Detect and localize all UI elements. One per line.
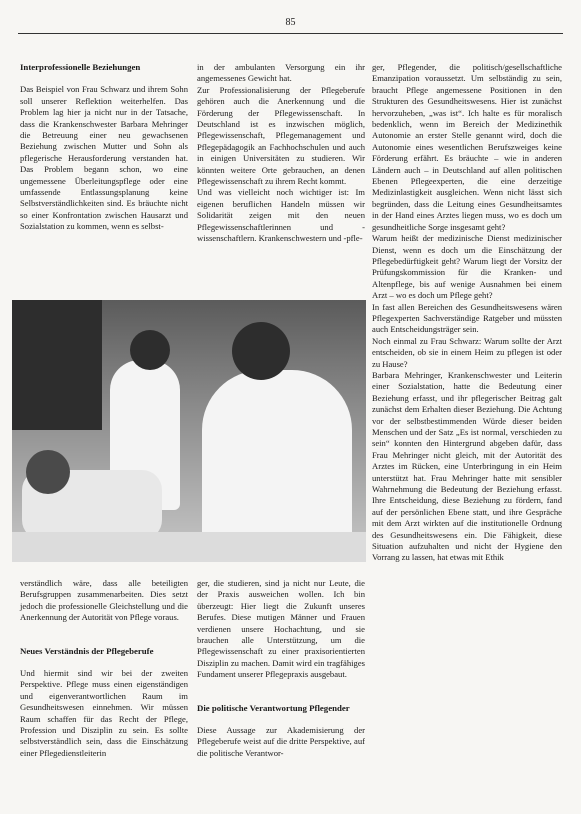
column-1-bottom <box>20 578 188 759</box>
paragraph: Noch einmal zu Frau Schwarz: Warum sollte der Arzt entscheiden, ob sie in einem Heim zu pflegen ist oder zu Hause? <box>372 335 562 369</box>
paragraph: Und was vielleicht noch wichtiger ist: Im eigenen beruflichen Handeln müssen wir Solidarität zeigen mit den neuen Pflegewissenschaftlerinnen und -wissenschaftlern. Krankenschwestern und -pfle- <box>197 187 365 244</box>
section-heading: Neues Verständnis der Pflegeberufe <box>20 645 154 656</box>
header-rule <box>18 33 563 34</box>
section-heading: Die politische Verantwortung Pflegender <box>197 702 350 713</box>
column-1-top <box>20 62 188 233</box>
paragraph: In fast allen Bereichen des Gesundheitswesens wären Pflegexperten Sachverständige Ratgeber und müssten auch Entscheidungsträger sein. <box>372 301 562 335</box>
section-heading: Interprofessionelle Beziehungen <box>20 62 141 72</box>
column-2-top <box>197 62 365 245</box>
page-number: 85 <box>285 17 296 28</box>
paragraph: Das Beispiel von Frau Schwarz und ihrem Sohn soll unserer Reflektion weiterhelfen. Das Problem lag hier ja nicht nur in der Tatsache, dass die Krankenschwester Barbara Mehringer die Betreuung einer neu gewachsenen Beziehung zwischen Mutter und Sohn als pflegerische Herausforderung verstanden hat. Das Problem begann schon, wo eine ungemessene Überleitungspflege oder eine umfassende Entlassungsplanung keine Selbstverständlichkeiten sind. Es bräuchte nicht so einer Konfrontation zwischen Hausarzt und Sozialstation zu kommen, wenn es selbst- <box>20 84 188 232</box>
paragraph: ger, Pflegender, die politisch/gesellschaftliche Emanzipation voraussetzt. Um selbständig zu sein, braucht Pflege angemessene Positionen in den Strukturen des Gesundheitswesens. Hier ist zunächst hervorzuheben, „was ist“. Ich halte es für moralisch bedenklich, wenn im Bereich der Medizinethik Autonomie an erster Stelle genannt wird, doch die Autonomie eines wesentlichen Berufszweiges keine Förderung erfährt. Es bräuchte – wie in anderen Ländern auch – in Deutschland auf allen politischen Ebenen Pflegeexperten, die eine derzeitige Medizinlastigkeit ausgleichen. Wenn nicht lässt sich begründen, dass die Leitung eines Gesundheitsamtes in der Hand eines Arztes liegen muss, wo es doch um gesundheitliche Sorge insgesamt geht? <box>372 62 562 232</box>
paragraph: Diese Aussage zur Akademisierung der Pflegeberufe weist auf die dritte Perspektive, auf die politische Verantwor- <box>197 725 365 758</box>
column-2-bottom <box>197 578 365 759</box>
paragraph: Warum heißt der medizinische Dienst medizinischer Dienst, wenn es doch um die Einschätzung der Pflegebedürftigkeit geht? Warum liegt der Vorsitz der Prüfungskommission für die Kranken- und Altenpflege, bis auf wenige Ausnahmen bei einem Arzt – wo es doch um Pflege geht? <box>372 233 562 301</box>
column-3 <box>372 62 562 564</box>
paragraph: in der ambulanten Versorgung ein ihr angemessenes Gewicht hat. <box>197 62 365 84</box>
paragraph: Barbara Mehringer, Krankenschwester und Leiterin einer Sozialstation, hatte die Bedeutung einer Beziehung erfasst, und ihr pflegerischer Beitrag galt zunächst dem Erhalten dieser Beziehung. Die Achtung vor der selbstbestimmenden Würde dieser beiden Menschen und der Satz „Es ist normal, verschieden zu sein“ konnten den Hintergrund abgeben dafür, dass Frau Mehringer nicht gleich, mit der Autorität des Arztes im Rücken, eine Unterbringung in ein Heim unterstützt hat. Frau Mehringer hatte mit sensibler Wahrnehmung die Bedeutung der Beziehung erfasst. Ihre Entscheidung, diese Beziehung zu fördern, fand auf der persönlichen Ebene statt, und ihre Gespräche mit dem Arzt wirkten auf die institutionelle Ordnung des Gesundheitswesens ein. Die Fähigkeit, diese Situation aufzuhalten und nicht der Hygiene den Vorrang zu lassen, hat etwas mit Ethik <box>372 369 562 563</box>
paragraph: ger, die studieren, sind ja nicht nur Leute, die der Praxis ausweichen wollen. Ich bin überzeugt: Hier liegt die Zukunft unseres Berufes. Diese mutigen Männer und Frauen verdienen unsere Hochachtung, und sie brauchen alle Unterstützung, um die Pflegewissenschaft zu einer praxisorientierten Disziplin zu machen. Damit wird ein tragfähiges Fundament unserer Pflegepraxis ausgebaut. <box>197 578 365 680</box>
paragraph: Und hiermit sind wir bei der zweiten Perspektive. Pflege muss einen eigenständigen und eigenverantwortlichen Raum im Gesundheitswesen einnehmen. Wir müssen Raum schaffen für das Recht der Pflege, Profession und Disziplin zu sein. Es sollte selbstverständlich sein, dass die Einschätzung einer Pflegedienstleiterin <box>20 668 188 758</box>
paragraph: verständlich wäre, dass alle beteiligten Berufsgruppen zusammenarbeiten. Dies setzt jedoch die professionelle Gleichstellung und die Anerkennung der Autorität von Pflege voraus. <box>20 578 188 623</box>
paragraph: Zur Professionalisierung der Pflegeberufe gehören auch die Anerkennung und die Förderung der Pflegewissenschaft. In Deutschland ist es inzwischen möglich, Pflegewissenschaft, Pflegemanagement und Pflegepädagogik an Fachhochschulen und auch in einigen Universitäten zu studieren. Wir könnten weitere Orte gebrauchen, an denen Pflegewissenschaft zu ihrem Recht kommt. <box>197 84 365 187</box>
nurses-photo <box>12 300 366 562</box>
